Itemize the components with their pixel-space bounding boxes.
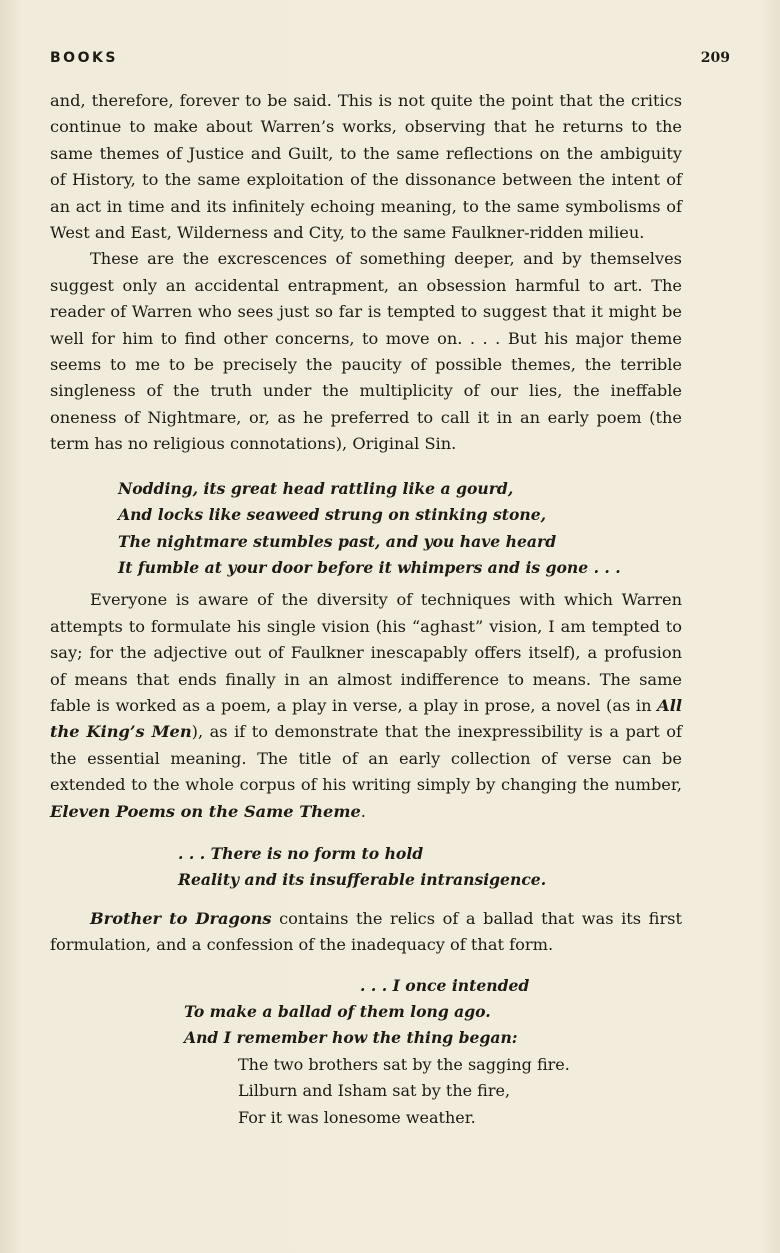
verse-line: And locks like seaweed strung on stinking stone, [118, 505, 547, 525]
verse-line: To make a ballad of them long ago. [184, 1002, 491, 1021]
verse-line: Nodding, its great head rattling like a gourd, [118, 478, 514, 498]
paragraph-3-text-b: ), as if to demonstrate that the inexpressibility is a part of the essential meaning. The title of an early collection of verse can be extended to the whole corpus of his writing simply by changing the number, [50, 722, 683, 795]
book-title-all-the-kings-men: All the King’s Men [50, 695, 682, 742]
paragraph-3-text-a: Everyone is aware of the diversity of techniques with which Warren attempts to formulate his single vision (his “aghast” vision, I am tempted to say; for the adjective out of Faulkner inescapably offers itself), a profusion of means that ends finally in an almost indifference to means. The same fable is worked as a poem, a play in verse, a play in prose, a novel (as in [50, 590, 682, 715]
paragraph-1: and, therefore, forever to be said. This is not quite the point that the critics continue to make about Warren’s works, observing that he returns to the same themes of Justice and Guilt, to the same reflections on the ambiguity of History, to the same exploitation of the dissonance between the intent of an act in time and its infinitely echoing meaning, to the same symbolisms of West and East, Wilderness and City, to the same Faulkner-ridden milieu. [50, 91, 682, 243]
verse-quote-3 [170, 973, 682, 1131]
verse-quote-1 [118, 476, 682, 582]
verse-quote-2 [178, 841, 682, 894]
verse-line: The two brothers sat by the sagging fire. [238, 1054, 570, 1074]
page-number: 209 [700, 50, 730, 66]
book-title-brother-to-dragons: Brother to Dragons [90, 908, 272, 928]
verse-line: . . . There is no form to hold [178, 843, 424, 863]
paragraph-3 [50, 587, 682, 825]
page-header [50, 50, 730, 74]
verse-line: Lilburn and Isham sat by the fire, [238, 1081, 511, 1101]
verse-line: The nightmare stumbles past, and you have heard [118, 531, 557, 551]
verse-line: And I remember how the thing began: [184, 1028, 518, 1048]
page-body [50, 88, 682, 1131]
running-head: BOOKS [50, 50, 118, 66]
verse-line: . . . I once intended [360, 975, 530, 995]
verse-line: It fumble at your door before it whimpers and is gone . . . [118, 557, 621, 577]
verse-line: Reality and its insufferable intransigence. [178, 870, 547, 890]
verse-line: For it was lonesome weather. [238, 1107, 476, 1127]
paragraph-4 [50, 906, 682, 959]
paragraph-3-text-c: . [360, 801, 366, 821]
book-title-eleven-poems: Eleven Poems on the Same Theme [50, 801, 361, 821]
paragraph-2: These are the excrescences of something deeper, and by themselves suggest only an accidental entrapment, an obsession harmful to art. The reader of Warren who sees just so far is tempted to suggest that it might be well for him to find other concerns, to move on. . . . But his major theme seems to me to be precisely the paucity of possible themes, the terrible singleness of the truth under the multiplicity of our lies, the ineffable oneness of Nightmare, or, as he preferred to call it in an early poem (the term has no religious connotations), Original Sin. [50, 249, 682, 454]
paragraph-4-text: contains the relics of a ballad that was its first formulation, and a confession of the inadequacy of that form. [50, 908, 682, 955]
